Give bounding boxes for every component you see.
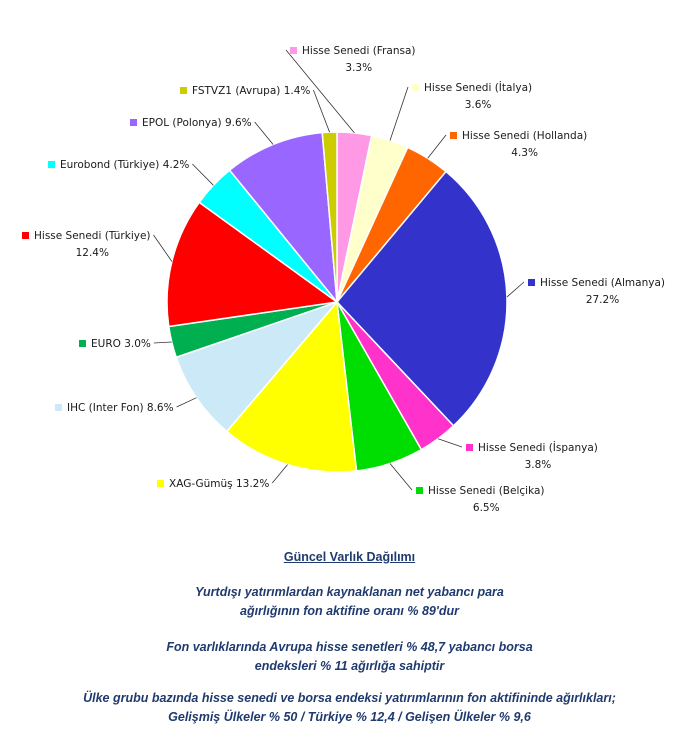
leader-line-epol-polonya — [255, 122, 273, 145]
slice-label-ihc-inter-fon: IHC (Inter Fon) 8.6% — [67, 402, 174, 414]
leader-line-xag-gumus — [272, 465, 287, 483]
legend-key-eurobond-turkiye — [48, 161, 55, 168]
pie-slices — [167, 132, 507, 472]
caption-paragraph-2 — [0, 638, 699, 676]
slice-percent-hisse-senedi-ispanya: 3.8% — [524, 459, 552, 471]
legend-key-ihc-inter-fon — [55, 404, 62, 411]
legend-key-hisse-senedi-turkiye — [22, 232, 29, 239]
slice-label-euro: EURO 3.0% — [91, 338, 151, 350]
leader-line-fstvz1-avrupa — [313, 90, 329, 132]
leader-line-eurobond-turkiye — [192, 164, 213, 185]
caption-p2-line2: endeksleri % 11 ağırlığa sahiptir — [254, 659, 445, 673]
legend-key-hisse-senedi-almanya — [528, 279, 535, 286]
slice-percent-hisse-senedi-turkiye: 12.4% — [75, 247, 109, 259]
slice-label-eurobond-turkiye: Eurobond (Türkiye) 4.2% — [60, 159, 190, 171]
leader-line-hisse-senedi-almanya — [507, 282, 524, 297]
slice-percent-hisse-senedi-belcika: 6.5% — [472, 502, 500, 514]
legend-key-hisse-senedi-ispanya — [466, 444, 473, 451]
slice-label-hisse-senedi-belcika: Hisse Senedi (Belçika) — [428, 485, 545, 497]
slice-label-epol-polonya: EPOL (Polonya) 9.6% — [142, 117, 252, 129]
slice-label-fstvz1-avrupa: FSTVZ1 (Avrupa) 1.4% — [192, 85, 311, 97]
slice-label-hisse-senedi-italya: Hisse Senedi (İtalya) — [424, 82, 533, 94]
leader-line-hisse-senedi-belcika — [390, 464, 412, 491]
slice-percent-hisse-senedi-italya: 3.6% — [464, 99, 492, 111]
leader-line-euro — [154, 342, 172, 343]
caption-p1-line2: ağırlığının fon aktifine oranı % 89'dur — [240, 604, 459, 618]
slice-percent-hisse-senedi-hollanda: 4.3% — [511, 147, 538, 159]
caption-paragraph-1 — [0, 583, 699, 621]
leader-line-hisse-senedi-hollanda — [428, 135, 446, 158]
slice-percent-hisse-senedi-almanya: 27.2% — [585, 294, 620, 306]
leader-line-hisse-senedi-turkiye — [154, 235, 172, 262]
legend-key-fstvz1-avrupa — [180, 87, 187, 94]
slice-label-hisse-senedi-fransa: Hisse Senedi (Fransa) — [302, 45, 416, 57]
slice-label-hisse-senedi-hollanda: Hisse Senedi (Hollanda) — [462, 130, 588, 142]
slice-label-hisse-senedi-almanya: Hisse Senedi (Almanya) — [540, 277, 665, 289]
legend-key-epol-polonya — [130, 119, 137, 126]
caption-p3-line1: Ülke grubu bazında hisse senedi ve borsa endeksi yatırımlarının fon aktifininde ağırlıkları; — [83, 691, 616, 705]
caption-p1-line1: Yurtdışı yatırımlardan kaynaklanan net yabancı para — [195, 585, 504, 599]
caption-p2-line1: Fon varlıklarında Avrupa hisse senetleri % 48,7 yabancı borsa — [166, 640, 533, 654]
slice-label-xag-gumus: XAG-Gümüş 13.2% — [169, 478, 270, 490]
leader-line-ihc-inter-fon — [177, 398, 197, 407]
caption-p3-line2: Gelişmiş Ülkeler % 50 / Türkiye % 12,4 / Gelişen Ülkeler % 9,6 — [168, 710, 531, 724]
caption-paragraph-3 — [0, 689, 699, 727]
legend-key-xag-gumus — [157, 480, 164, 487]
legend-key-hisse-senedi-fransa — [290, 47, 297, 54]
caption-title: Güncel Varlık Dağılımı — [283, 550, 416, 564]
slice-label-hisse-senedi-ispanya: Hisse Senedi (İspanya) — [478, 442, 598, 454]
leader-line-hisse-senedi-ispanya — [438, 439, 462, 447]
slice-percent-hisse-senedi-fransa: 3.3% — [345, 62, 373, 74]
leader-line-hisse-senedi-italya — [390, 87, 408, 141]
slice-label-hisse-senedi-turkiye: Hisse Senedi (Türkiye) — [34, 230, 151, 242]
legend-key-euro — [79, 340, 86, 347]
legend-key-hisse-senedi-italya — [412, 84, 419, 91]
legend-key-hisse-senedi-belcika — [416, 487, 423, 494]
legend-key-hisse-senedi-hollanda — [450, 132, 457, 139]
